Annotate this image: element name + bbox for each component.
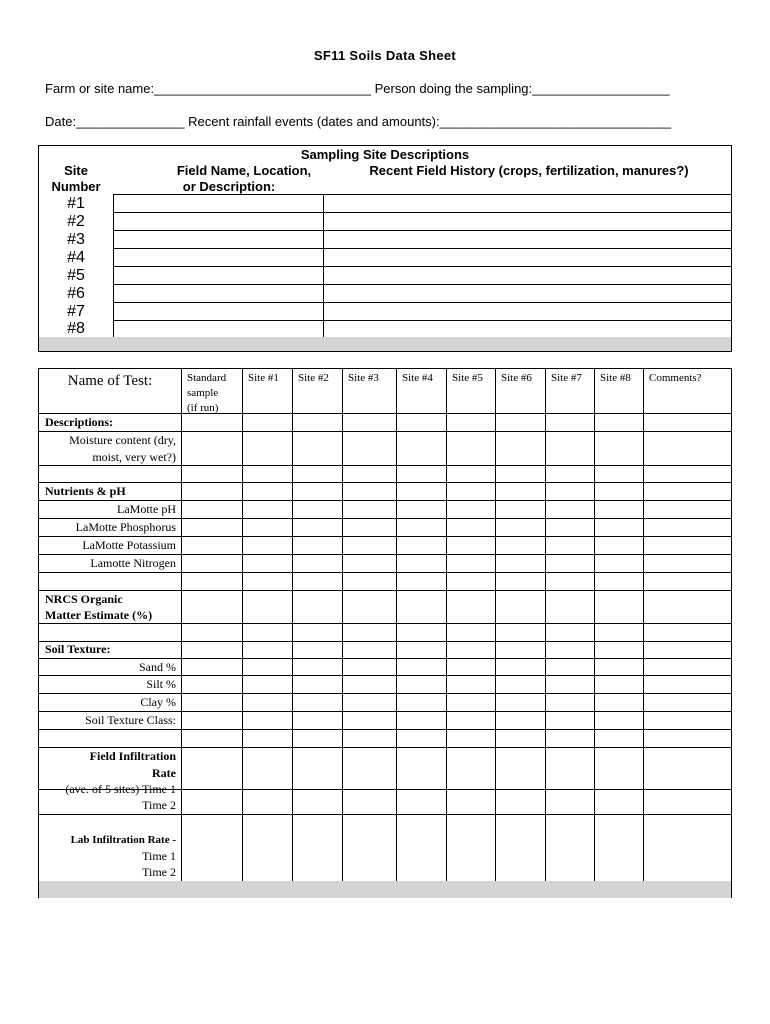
soil-texture-heading: Soil Texture: [45, 642, 111, 656]
standard-sample-header-line2: sample [187, 387, 219, 399]
row-divider [113, 194, 731, 195]
site-number-7: #7 [67, 303, 85, 320]
moisture-label-line1: Moisture content (dry, [69, 433, 176, 447]
row-divider [39, 482, 731, 483]
column-divider [643, 369, 644, 897]
site-number-4: #4 [67, 249, 85, 266]
site-number-5: #5 [67, 267, 85, 284]
column-divider [113, 194, 114, 351]
site-1-header: Site #1 [248, 372, 279, 384]
field-infiltration-label-line1: Field Infiltration [89, 749, 176, 763]
soil-tests-table [38, 368, 732, 898]
row-divider [39, 572, 731, 573]
lamotte-ph-label: LaMotte pH [117, 502, 176, 516]
column-divider [323, 194, 324, 351]
site-column-header-line2: Number [51, 179, 101, 194]
row-divider [39, 814, 731, 815]
page-title: SF11 Soils Data Sheet [313, 48, 457, 63]
standard-sample-header-line1: Standard [187, 372, 227, 384]
row-divider [113, 284, 731, 285]
site-column-header-line1: Site [64, 163, 88, 178]
history-column-header: Recent Field History (crops, fertilization, manures?) [369, 163, 689, 178]
field-infiltration-time2-label: Time 2 [142, 798, 176, 812]
site-number-3: #3 [67, 231, 85, 248]
column-divider [396, 369, 397, 897]
descriptions-heading: Descriptions: [45, 415, 113, 429]
lab-infiltration-time2-label: Time 2 [142, 865, 176, 879]
field-column-header-line2: or Description: [182, 179, 276, 194]
site-6-header: Site #6 [501, 372, 532, 384]
nutrients-heading: Nutrients & pH [45, 484, 126, 498]
nrcs-label-line1: NRCS Organic [45, 592, 123, 606]
lab-infiltration-label: Lab Infiltration Rate - [70, 834, 176, 846]
row-divider [39, 641, 731, 642]
field-infiltration-time1-label: (ave. of 5 sites) Time 1 [65, 782, 176, 796]
comments-header: Comments? [649, 372, 702, 384]
site-number-1: #1 [67, 195, 85, 212]
soil-texture-class-label: Soil Texture Class: [85, 713, 176, 727]
shaded-footer-row [39, 337, 731, 351]
nrcs-label-line2: Matter Estimate (%) [45, 608, 153, 622]
column-divider [594, 369, 595, 897]
column-divider [181, 369, 182, 897]
site-7-header: Site #7 [551, 372, 582, 384]
row-divider [39, 590, 731, 591]
standard-sample-header-line3: (if run) [187, 402, 219, 414]
sites-section-title: Sampling Site Descriptions [300, 147, 470, 162]
row-divider [113, 302, 731, 303]
name-of-test-header: Name of Test: [67, 373, 153, 389]
site-5-header: Site #5 [452, 372, 483, 384]
site-2-header: Site #2 [298, 372, 329, 384]
field-infiltration-label-line2: Rate [152, 766, 176, 780]
clay-percent-label: Clay % [140, 695, 176, 709]
column-divider [242, 369, 243, 897]
row-divider [113, 230, 731, 231]
sand-percent-label: Sand % [139, 660, 176, 674]
column-divider [292, 369, 293, 897]
farm-and-sampler-line: Farm or site name:______________________________ Person doing the sampling:___________________ [45, 81, 670, 96]
row-divider [113, 266, 731, 267]
sampling-sites-table [38, 145, 732, 352]
column-divider [342, 369, 343, 897]
column-divider [545, 369, 546, 897]
site-4-header: Site #4 [402, 372, 433, 384]
date-and-rainfall-line: Date:_______________ Recent rainfall events (dates and amounts):________________________________ [45, 114, 671, 129]
site-8-header: Site #8 [600, 372, 631, 384]
column-divider [446, 369, 447, 897]
shaded-footer-row [39, 881, 731, 898]
column-divider [495, 369, 496, 897]
row-divider [113, 248, 731, 249]
lamotte-phosphorus-label: LaMotte Phosphorus [75, 520, 176, 534]
site-3-header: Site #3 [348, 372, 379, 384]
field-column-header-line1: Field Name, Location, [176, 163, 312, 178]
moisture-label-line2: moist, very wet?) [92, 450, 176, 464]
row-divider [39, 729, 731, 730]
row-divider [39, 413, 731, 414]
lamotte-nitrogen-label: Lamotte Nitrogen [90, 556, 176, 570]
row-divider [113, 320, 731, 321]
row-divider [113, 212, 731, 213]
lab-infiltration-time1-label: Time 1 [142, 849, 176, 863]
site-number-6: #6 [67, 285, 85, 302]
silt-percent-label: Silt % [146, 677, 176, 691]
lamotte-potassium-label: LaMotte Potassium [82, 538, 176, 552]
site-number-8: #8 [67, 320, 85, 337]
site-number-2: #2 [67, 213, 85, 230]
